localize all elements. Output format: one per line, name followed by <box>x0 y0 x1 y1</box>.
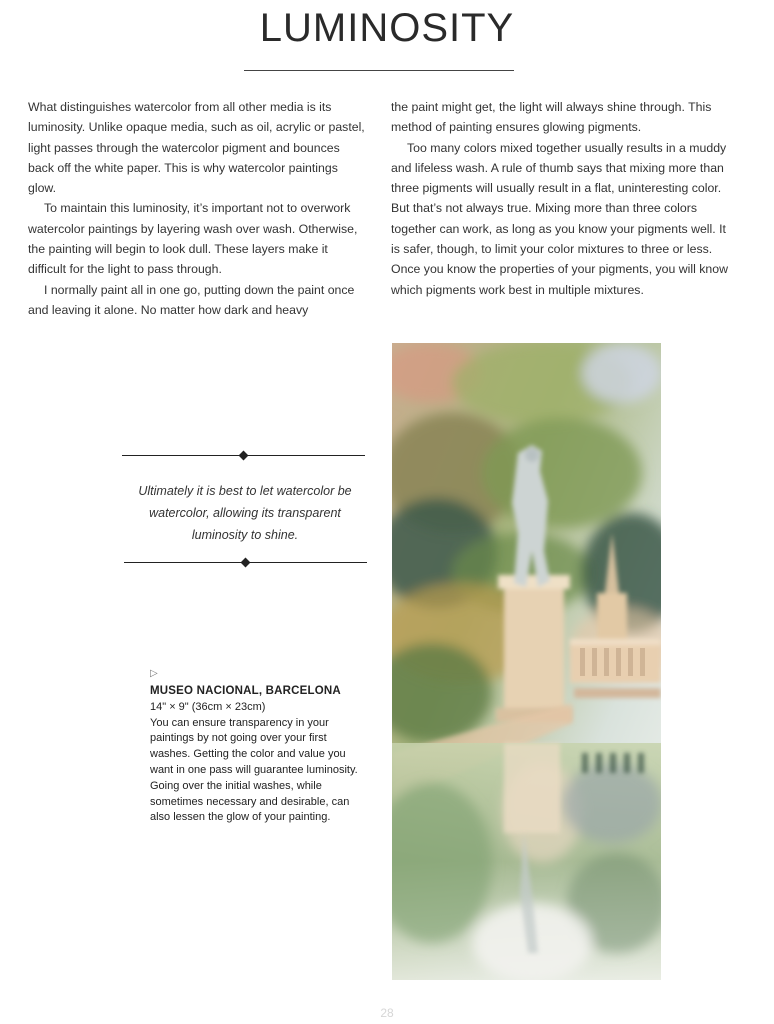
pullquote: Ultimately it is best to let watercolor be watercolor, allowing its transparent luminosity to shine. <box>138 484 352 542</box>
body-paragraph: Too many colors mixed together usually results in a muddy and lifeless wash. A rule of thumb says that mixing more than three pigments will usually result in a flat, uninteresting color. But that’s not always true. Mixing more than three colors together can work, as long as you know your pigments well. It is safer, though, to limit your color mixtures to three or less. Once you know the properties of your pigments, you will know which pigments work best in multiple mixtures. <box>391 140 728 297</box>
caption-arrow-icon: ▷ <box>150 668 158 679</box>
caption-title: MUSEO NACIONAL, BARCELONA <box>150 685 341 697</box>
watercolor-painting-image <box>392 343 661 980</box>
body-column-right <box>391 97 728 300</box>
page-number: 28 <box>380 1006 394 1020</box>
body-paragraph: What distinguishes watercolor from all other media is its luminosity. Unlike opaque media, such as oil, acrylic or pastel, light passes through the watercolor pigment and bounces back off the white paper. This is why watercolor paintings glow. <box>28 100 365 196</box>
caption-dimensions: 14" × 9" (36cm × 23cm) <box>150 700 266 713</box>
body-paragraph: To maintain this luminosity, it’s important not to overwork watercolor paintings by layering wash over wash. Otherwise, the painting will begin to look dull. These layers make it difficult for the light to pass through. <box>28 201 358 277</box>
caption-text: You can ensure transparency in your paintings by not going over your first washes. Getting the color and value you want in one pass will guarantee luminosity. Going over the initial washes, while sometimes necessary and desirable, can also lessen the glow of your painting. <box>150 716 358 824</box>
diamond-ornament-icon <box>241 558 251 568</box>
body-paragraph: I normally paint all in one go, putting down the paint once and leaving it alone. No matter how dark and heavy <box>28 282 355 317</box>
body-paragraph: the paint might get, the light will always shine through. This method of painting ensures glowing pigments. <box>391 100 712 135</box>
page-title: LUMINOSITY <box>259 6 515 50</box>
diamond-ornament-icon <box>239 451 249 461</box>
painting-caption <box>150 668 365 826</box>
title-divider <box>244 70 514 71</box>
body-column-left <box>28 97 365 320</box>
